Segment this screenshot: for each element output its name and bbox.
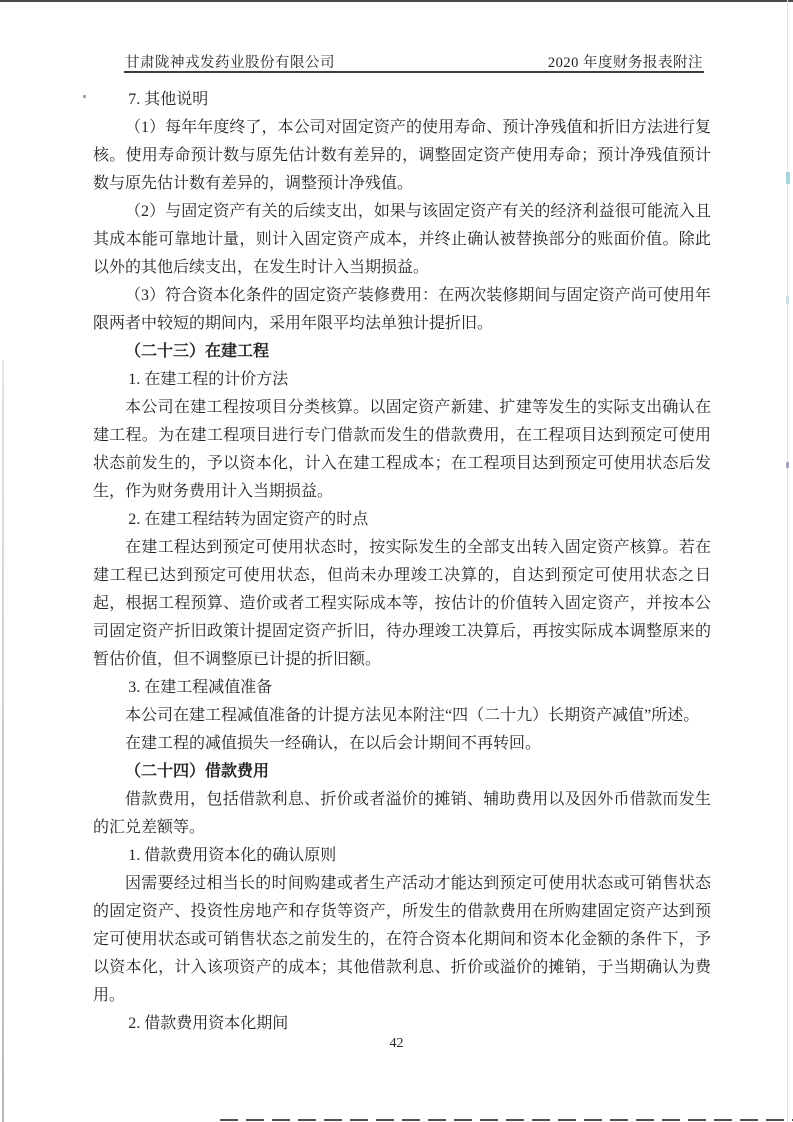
company-name: 甘肃陇神戎发药业股份有限公司 xyxy=(125,55,335,71)
scan-speck xyxy=(786,462,789,468)
section-heading: （二十三）在建工程 xyxy=(125,343,270,360)
numbered-item-heading: 7. 其他说明 xyxy=(128,91,209,108)
numbered-item-heading: 2. 借款费用资本化期间 xyxy=(128,1015,289,1032)
scan-speck xyxy=(786,296,789,304)
paragraph: 因需要经过相当长的时间购建或者生产活动才能达到预定可使用状态或可销售状态的固定资产、投资性房地产和存货等资产，所发生的借款费用在所购建固定资产达到预定可使用状态或可销售状态之前发生的，在符合资本化期间和资本化金额的条件下，予以资本化，计入该项资产的成本；其他借款利息、折价或溢价的摊销，于当期确认为费用。 xyxy=(93,875,711,1004)
section-heading: （二十四）借款费用 xyxy=(125,763,270,780)
scan-speck xyxy=(786,172,790,184)
numbered-item-heading: 1. 借款费用资本化的确认原则 xyxy=(128,847,337,864)
numbered-item-heading: 2. 在建工程结转为固定资产的时点 xyxy=(128,511,369,528)
page-header xyxy=(125,51,703,72)
page-number: 42 xyxy=(389,1036,404,1051)
numbered-item-heading: 3. 在建工程减值准备 xyxy=(128,679,273,696)
scan-edge-bottom xyxy=(220,1119,793,1121)
header-rule xyxy=(124,71,704,73)
document-body xyxy=(93,86,711,1038)
scan-edge-right xyxy=(787,0,788,1122)
paragraph: （3）符合资本化条件的固定资产装修费用：在两次装修期间与固定资产尚可使用年限两者中较短的期间内，采用年限平均法单独计提折旧。 xyxy=(93,287,711,332)
scan-speck xyxy=(83,95,86,98)
document-title: 2020 年度财务报表附注 xyxy=(547,55,703,71)
paragraph: （2）与固定资产有关的后续支出，如果与该固定资产有关的经济利益很可能流入且其成本能可靠地计量，则计入固定资产成本，并终止确认被替换部分的账面价值。除此以外的其他后续支出，在发生时计入当期损益。 xyxy=(93,203,711,276)
page-footer xyxy=(0,1036,793,1052)
scan-edge-left xyxy=(2,360,4,1122)
paragraph: 借款费用，包括借款利息、折价或者溢价的摊销、辅助费用以及因外币借款而发生的汇兑差额等。 xyxy=(93,791,711,836)
paragraph: （1）每年年度终了，本公司对固定资产的使用寿命、预计净残值和折旧方法进行复核。使用寿命预计数与原先估计数有差异的，调整固定资产使用寿命；预计净残值预计数与原先估计数有差异的，调整预计净残值。 xyxy=(93,119,711,192)
numbered-item-heading: 1. 在建工程的计价方法 xyxy=(128,371,289,388)
paragraph: 在建工程的减值损失一经确认，在以后会计期间不再转回。 xyxy=(125,735,542,752)
scan-edge-top xyxy=(0,0,793,2)
paragraph: 在建工程达到预定可使用状态时，按实际发生的全部支出转入固定资产核算。若在建工程已达到预定可使用状态，但尚未办理竣工决算的，自达到预定可使用状态之日起，根据工程预算、造价或者工程实际成本等，按估计的价值转入固定资产，并按本公司固定资产折旧政策计提固定资产折旧，待办理竣工决算后，再按实际成本调整原来的暂估价值，但不调整原已计提的折旧额。 xyxy=(93,539,711,668)
paragraph: 本公司在建工程按项目分类核算。以固定资产新建、扩建等发生的实际支出确认在建工程。为在建工程项目进行专门借款而发生的借款费用，在工程项目达到预定可使用状态前发生的，予以资本化，计入在建工程成本；在工程项目达到预定可使用状态后发生，作为财务费用计入当期损益。 xyxy=(93,399,711,500)
paragraph: 本公司在建工程减值准备的计提方法见本附注“四（二十九）长期资产减值”所述。 xyxy=(125,707,700,724)
